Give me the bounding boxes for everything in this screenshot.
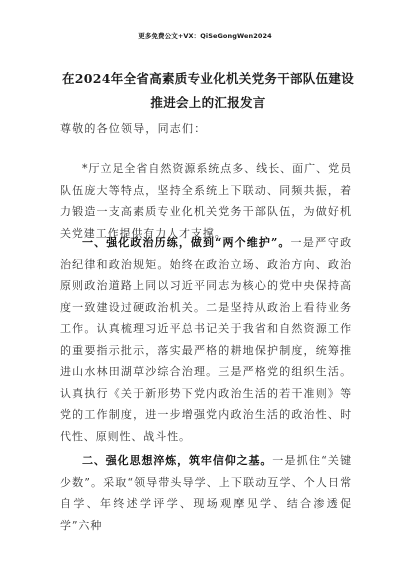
section-2-heading: 二、强化思想淬炼，筑牢信仰之基。 (82, 454, 273, 467)
promo-header: 更多免费公文+VX：QiSeGongWen2024 (138, 32, 272, 40)
document-title: 在2024年全省高素质专业化机关党务干部队伍建设推进会上的汇报发言 (62, 71, 354, 110)
section-2-body: 一是抓住“关键少数”。采取“领导带头导学、上下联动互学、个人日常自学、年终述学评学、现场观摩见学、结合渗透促学”六种 (60, 454, 352, 532)
section-1-body: 一是严守政治纪律和政治规矩。始终在政治立场、政治方向、政治原则政治道路上同以习近平同志为核心的党中央保持高度一致建设过硬政治机关。二是坚持从政治上看待业务工作。认真梳理习近平总书记关于我省和自然资源工作的重要指示批示，落实最严格的耕地保护制度，统筹推进山水林田湖草沙综合治理。三是严格党的组织生活。认真执行《关于新形势下党内政治生活的若干准则》等党的工作制度，进一步增强党内政治生活的政治性、时代性、原则性、战斗性。 (60, 236, 353, 443)
paragraph-intro: *厅立足全省自然资源系统点多、线长、面广、党员队伍庞大等特点，坚持全系统上下联动、同频共振，着力锻造一支高素质专业化机关党务干部队伍，为做好机关党建工作提供有力人才支撑。 (60, 162, 352, 240)
greeting: 尊敬的各位领导，同志们： (60, 122, 207, 135)
section-1-heading: 一、强化政治历练，做到“两个维护”。 (82, 236, 291, 249)
paragraph-section-2 (60, 450, 352, 536)
paragraph-section-1 (60, 232, 352, 447)
